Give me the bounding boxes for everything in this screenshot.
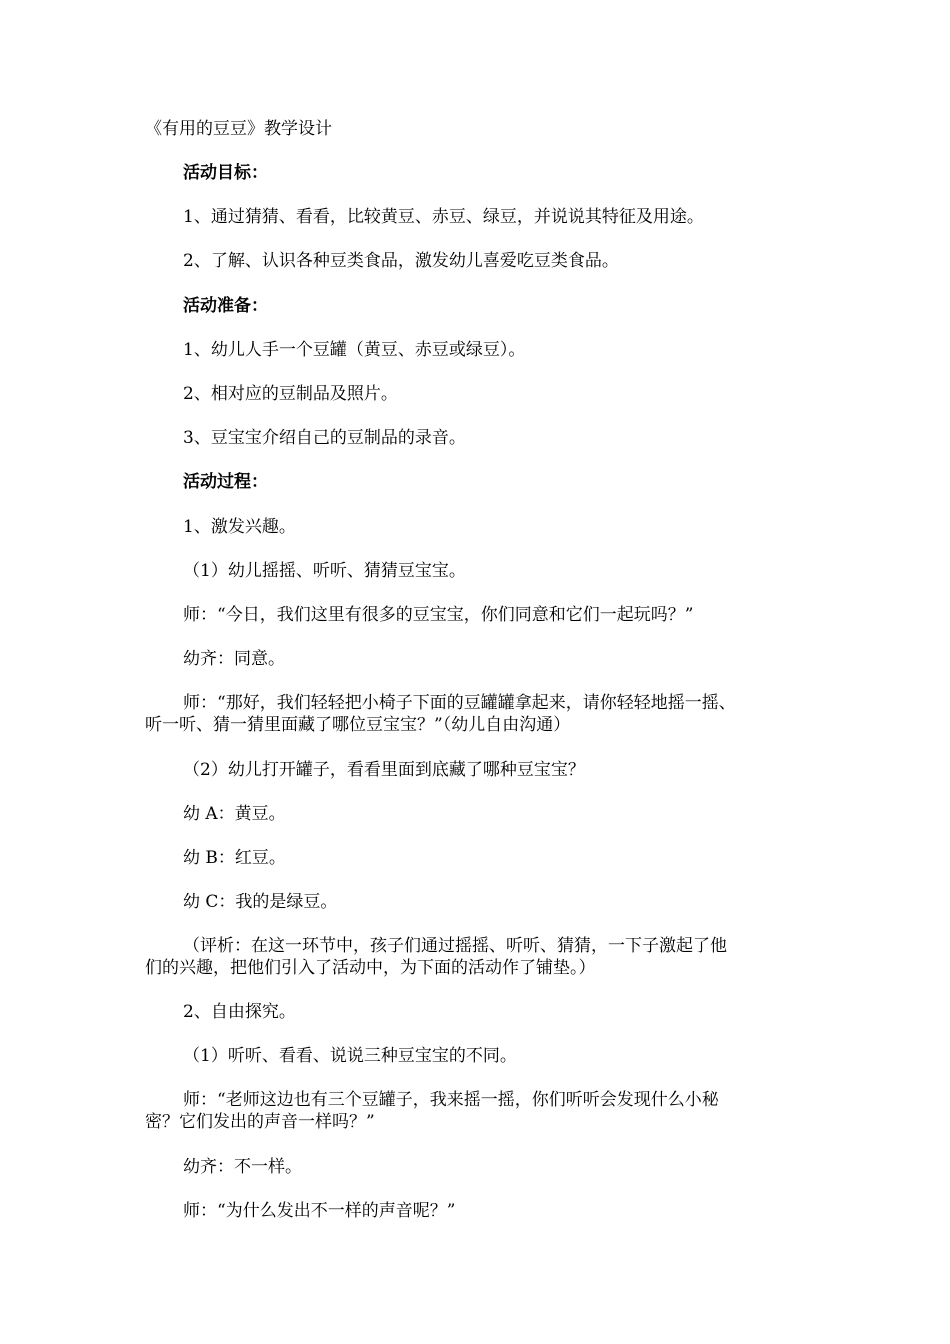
kid-a-reply: 幼 A：黄豆。 — [183, 804, 286, 824]
goal-item-2: 2、了解、认识各种豆类食品，激发幼儿喜爱吃豆类食品。 — [183, 251, 619, 271]
teacher-3-line-2: 密？它们发出的声音一样吗？” — [145, 1112, 375, 1132]
step-2: 2、自由探究。 — [183, 1002, 296, 1022]
teacher-line-1: 师：“今日，我们这里有很多的豆宝宝，你们同意和它们一起玩吗？” — [183, 605, 694, 625]
teacher-paragraph-3 — [145, 1089, 810, 1133]
kids-reply-1: 幼齐：同意。 — [183, 649, 285, 669]
step-1: 1、激发兴趣。 — [183, 517, 296, 537]
teacher-paragraph-2 — [145, 692, 810, 736]
goal-heading: 活动目标： — [183, 163, 268, 183]
prep-item-3: 3、豆宝宝介绍自己的豆制品的录音。 — [183, 428, 466, 448]
teacher-line-4: 师：“为什么发出不一样的声音呢？” — [183, 1201, 456, 1221]
document-title: 《有用的豆豆》教学设计 — [145, 119, 332, 139]
step-2-1: （1）听听、看看、说说三种豆宝宝的不同。 — [183, 1046, 517, 1066]
step-1-1: （1）幼儿摇摇、听听、猜猜豆宝宝。 — [183, 561, 466, 581]
teacher-2-line-2: 听一听、猜一猜里面藏了哪位豆宝宝？”（幼儿自由沟通） — [145, 715, 571, 735]
goal-item-1: 1、通过猜猜、看看，比较黄豆、赤豆、绿豆，并说说其特征及用途。 — [183, 207, 704, 227]
process-heading: 活动过程： — [183, 472, 268, 492]
prep-heading: 活动准备： — [183, 296, 268, 316]
kid-b-reply: 幼 B：红豆。 — [183, 848, 286, 868]
teacher-2-line-1: 师：“那好，我们轻轻把小椅子下面的豆罐罐拿起来，请你轻轻地摇一摇、 — [183, 693, 736, 713]
prep-item-1: 1、幼儿人手一个豆罐（黄豆、赤豆或绿豆）。 — [183, 340, 526, 360]
kids-reply-2: 幼齐：不一样。 — [183, 1157, 302, 1177]
comment-line-2: 们的兴趣，把他们引入了活动中，为下面的活动作了铺垫。） — [145, 958, 596, 978]
comment-line-1: （评析：在这一环节中，孩子们通过摇摇、听听、猜猜，一下子激起了他 — [183, 936, 727, 956]
prep-item-2: 2、相对应的豆制品及照片。 — [183, 384, 398, 404]
comment-paragraph — [145, 935, 810, 979]
kid-c-reply: 幼 C：我的是绿豆。 — [183, 892, 338, 912]
step-1-2: （2）幼儿打开罐子，看看里面到底藏了哪种豆宝宝？ — [183, 760, 585, 780]
teacher-3-line-1: 师：“老师这边也有三个豆罐子，我来摇一摇，你们听听会发现什么小秘 — [183, 1090, 719, 1110]
